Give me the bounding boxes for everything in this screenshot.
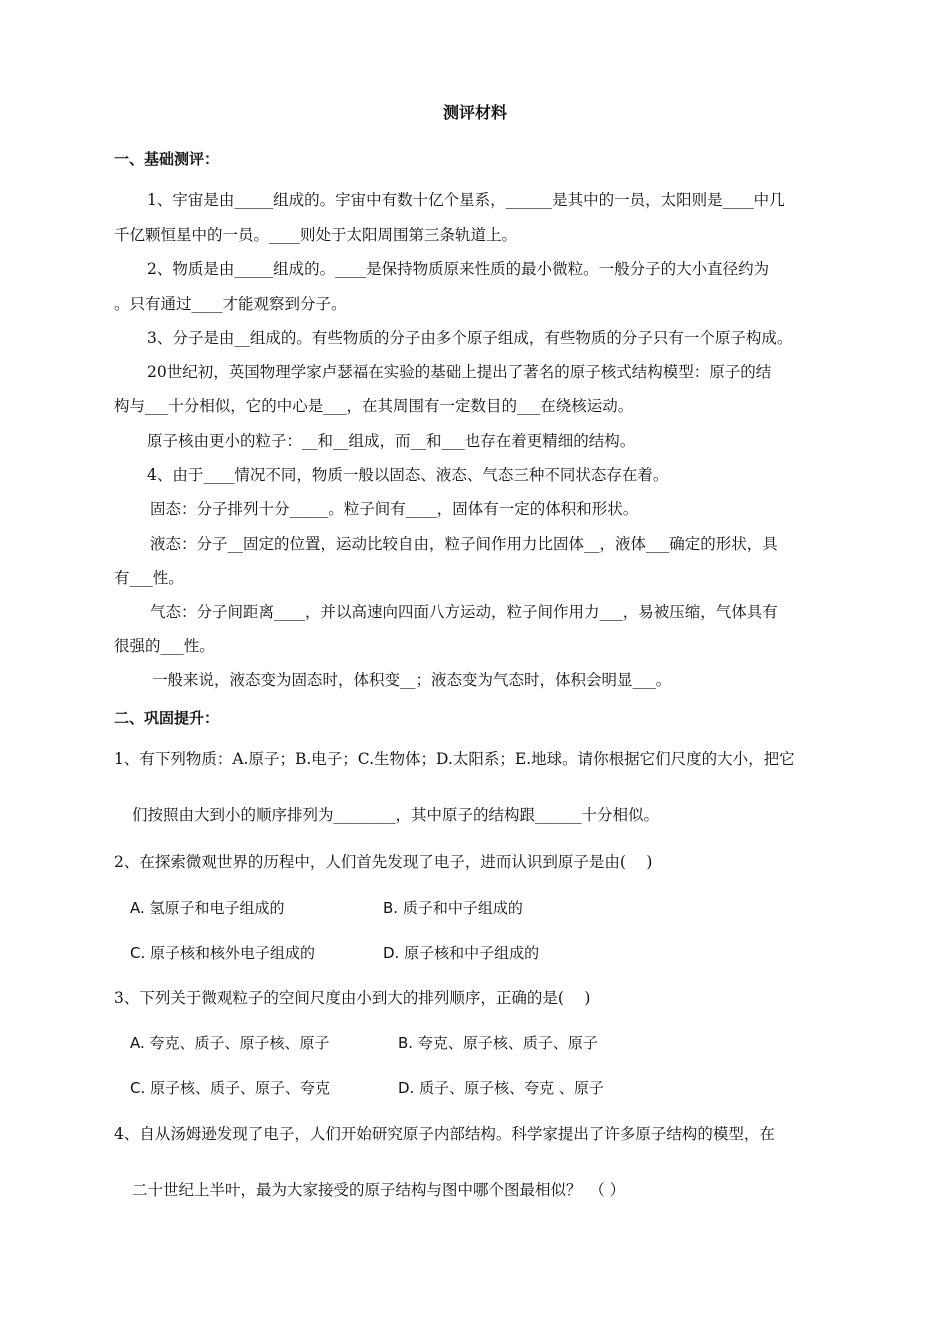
paragraph-line: 很强的___性。 (114, 637, 215, 655)
paragraph-line: 。只有通过____才能观察到分子。 (114, 295, 347, 313)
question-2-option-d: D. 原子核和中子组成的 (383, 944, 540, 962)
paragraph-line: 固态：分子排列十分_____。粒子间有____，固体有一定的体积和形状。 (150, 500, 639, 518)
paragraph-line: 2、物质是由_____组成的。____是保持物质原来性质的最小微粒。一般分子的大小直径约为 (147, 260, 770, 278)
paragraph-line: 原子核由更小的粒子：__和__组成，而__和___也存在着更精细的结构。 (147, 432, 636, 450)
paragraph-line: 构与___十分相似，它的中心是___，在其周围有一定数目的___在绕核运动。 (114, 397, 634, 415)
question-4-line-2: 二十世纪上半叶，最为大家接受的原子结构与图中哪个图最相似？ （ ） (132, 1181, 626, 1199)
question-1-line-2: 们按照由大到小的顺序排列为________，其中原子的结构跟______十分相似。 (132, 806, 660, 824)
question-3-option-c: C. 原子核、质子、原子、夸克 (130, 1079, 331, 1097)
question-2-stem: 2、在探索微观世界的历程中，人们首先发现了电子，进而认识到原子是由( ) (114, 853, 653, 871)
question-4-line-1: 4、自从汤姆逊发现了电子，人们开始研究原子内部结构。科学家提出了许多原子结构的模型，在 (114, 1125, 775, 1143)
question-1-line-1: 1、有下列物质：A.原子；B.电子；C.生物体；D.太阳系；E.地球。请你根据它们尺度的大小，把它 (114, 750, 795, 768)
page-title: 测评材料 (442, 103, 507, 122)
paragraph-line: 千亿颗恒星中的一员。____则处于太阳周围第三条轨道上。 (114, 226, 518, 244)
paragraph-line: 液态：分子__固定的位置，运动比较自由，粒子间作用力比固体__，液体___确定的形状，具 (150, 535, 778, 553)
question-3-option-a: A. 夸克、质子、原子核、原子 (130, 1034, 330, 1052)
question-2-option-b: B. 质子和中子组成的 (383, 899, 523, 917)
paragraph-line: 一般来说，液态变为固态时，体积变__；液态变为气态时，体积会明显___。 (152, 671, 672, 689)
paragraph-line: 4、由于____情况不同，物质一般以固态、液态、气态三种不同状态存在着。 (147, 466, 669, 484)
paragraph-line: 有___性。 (114, 569, 184, 587)
paragraph-line: 1、宇宙是由_____组成的。宇宙中有数十亿个星系，______是其中的一员，太阳则是____中几 (147, 191, 785, 209)
question-3-option-b: B. 夸克、原子核、质子、原子 (398, 1034, 598, 1052)
question-2-option-c: C. 原子核和核外电子组成的 (130, 944, 316, 962)
question-3-option-d: D. 质子、原子核、夸克 、原子 (398, 1079, 604, 1097)
question-3-stem: 3、下列关于微观粒子的空间尺度由小到大的排列顺序，正确的是( ) (114, 989, 591, 1007)
paragraph-line: 3、分子是由__组成的。有些物质的分子由多个原子组成，有些物质的分子只有一个原子构成。 (147, 329, 793, 347)
paragraph-line: 气态：分子间距离____，并以高速向四面八方运动，粒子间作用力___，易被压缩，气体具有 (150, 603, 778, 621)
section-heading-basic: 一、基础测评： (114, 150, 220, 168)
section-heading-consolidate: 二、巩固提升： (114, 709, 220, 727)
paragraph-line: 20世纪初，英国物理学家卢瑟福在实验的基础上提出了著名的原子核式结构模型：原子的结 (147, 363, 772, 381)
question-2-option-a: A. 氢原子和电子组成的 (130, 899, 285, 917)
